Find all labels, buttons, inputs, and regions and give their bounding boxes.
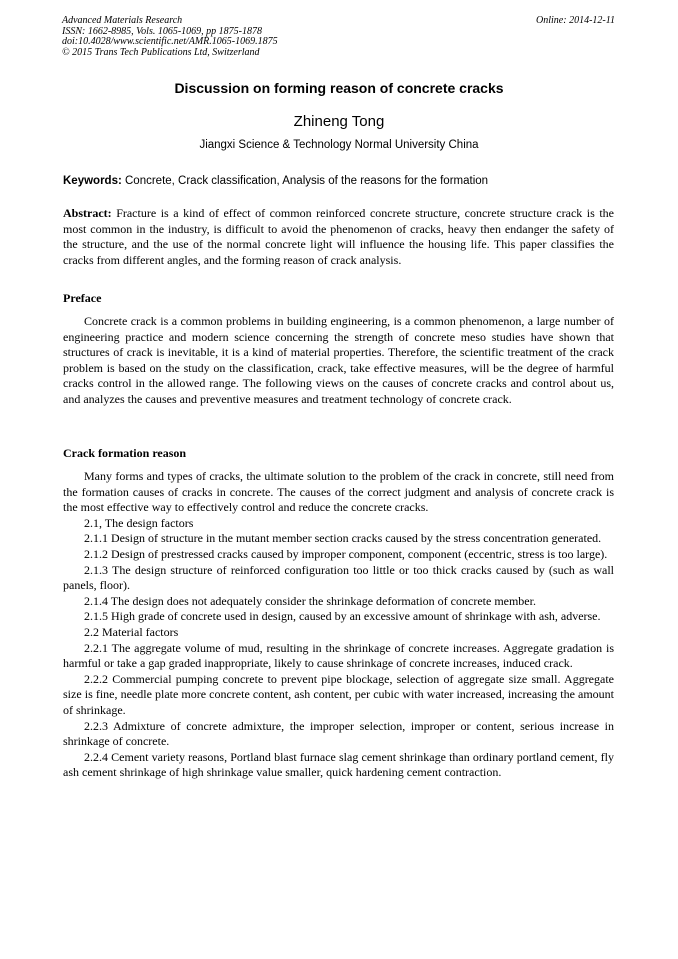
paper-title: Discussion on forming reason of concrete cracks	[174, 80, 504, 96]
section-heading-crack-formation: Crack formation reason	[63, 446, 187, 460]
subsection-2-2: 2.2 Material factors	[84, 624, 179, 639]
item-2-2-3: 2.2.3 Admixture of concrete admixture, the improper selection, improper or content, serious increase in shrinkage of concrete.	[63, 718, 614, 749]
crack-formation-section	[63, 469, 614, 781]
item-2-2-4: 2.2.4 Cement variety reasons, Portland blast furnace slag cement shrinkage than ordinary portland cement, fly ash cement shrinkage of high shrinkage value smaller, quick hardening cement contraction.	[63, 749, 614, 780]
item-2-2-1: 2.2.1 The aggregate volume of mud, resulting in the shrinkage of concrete increases. Aggregate gradation is harmful or take a gap graded inappropriate, likely to cause shrinkage of concrete increases, induced crack.	[63, 640, 614, 671]
publication-header	[62, 16, 615, 58]
copyright-line: © 2015 Trans Tech Publications Ltd, Switzerland	[62, 46, 260, 58]
item-2-1-3: 2.1.3 The design structure of reinforced configuration too little or too thick cracks caused by (such as wall panels, floor).	[63, 562, 614, 593]
doi-line: doi:10.4028/www.scientific.net/AMR.1065-1069.1875	[62, 36, 278, 47]
author-name: Zhineng Tong	[293, 113, 385, 130]
item-2-2-2: 2.2.2 Commercial pumping concrete to prevent pipe blockage, selection of aggregate size small. Aggregate size is fine, needle plate more concrete content, ash content, per cubic with water increased, increasing the amount of shrinkage.	[63, 671, 614, 717]
section-heading-preface: Preface	[63, 291, 102, 305]
keywords-label: Keywords:	[63, 175, 122, 187]
crack-intro-paragraph: Many forms and types of cracks, the ultimate solution to the problem of the crack in concrete, still need from the formation causes of cracks in concrete. The causes of the correct judgment and analysis of concrete crack is the most effective way to effectively control and reduce the concrete cracks.	[63, 469, 614, 515]
preface-paragraph: Concrete crack is a common problems in building engineering, is a common phenomenon, a large number of engineering practice and modern science concerning the strength of concrete meso studies have shown that structures of crack is inevitable, it is a kind of material properties. Therefore, the scientific treatment of the crack problem is based on the study on the classification, crack, take effective measures, will be the degree of harmful cracks control in the allowed range. The following views on the causes of concrete cracks and control about us, and analyzes the causes and preventive measures and treatment technology of concrete crack.	[63, 314, 614, 406]
issn-line: ISSN: 1662-8985, Vols. 1065-1069, pp 1875-1878	[62, 25, 262, 37]
abstract	[63, 206, 614, 268]
abstract-text: Fracture is a kind of effect of common reinforced concrete structure, concrete structure crack is the most common in the industry, is difficult to avoid the phenomenon of cracks, heavy then endanger the safety of the structure, and the use of the normal concrete light will influence the housing life. This paper classifies the cracks from different angles, and the forming reason of crack analysis.	[63, 206, 615, 267]
journal-name: Advanced Materials Research	[62, 15, 183, 26]
preface-section	[63, 314, 614, 408]
item-2-1-2: 2.1.2 Design of prestressed cracks caused by improper component, component (eccentric, stress is too large).	[84, 546, 608, 561]
item-2-1-4: 2.1.4 The design does not adequately consider the shrinkage deformation of concrete member.	[84, 593, 536, 608]
author-affiliation: Jiangxi Science & Technology Normal University China	[199, 139, 479, 151]
online-date: Online: 2014-12-11	[536, 15, 615, 26]
item-2-1-1: 2.1.1 Design of structure in the mutant member section cracks caused by the stress concentration generated.	[84, 531, 602, 546]
item-2-1-5: 2.1.5 High grade of concrete used in design, caused by an excessive amount of shrinkage with ash, adverse.	[84, 609, 601, 624]
keywords-text: Concrete, Crack classification, Analysis of the reasons for the formation	[125, 175, 489, 187]
abstract-label: Abstract:	[63, 206, 112, 220]
keywords	[63, 175, 615, 187]
subsection-2-1: 2.1, The design factors	[84, 515, 194, 530]
